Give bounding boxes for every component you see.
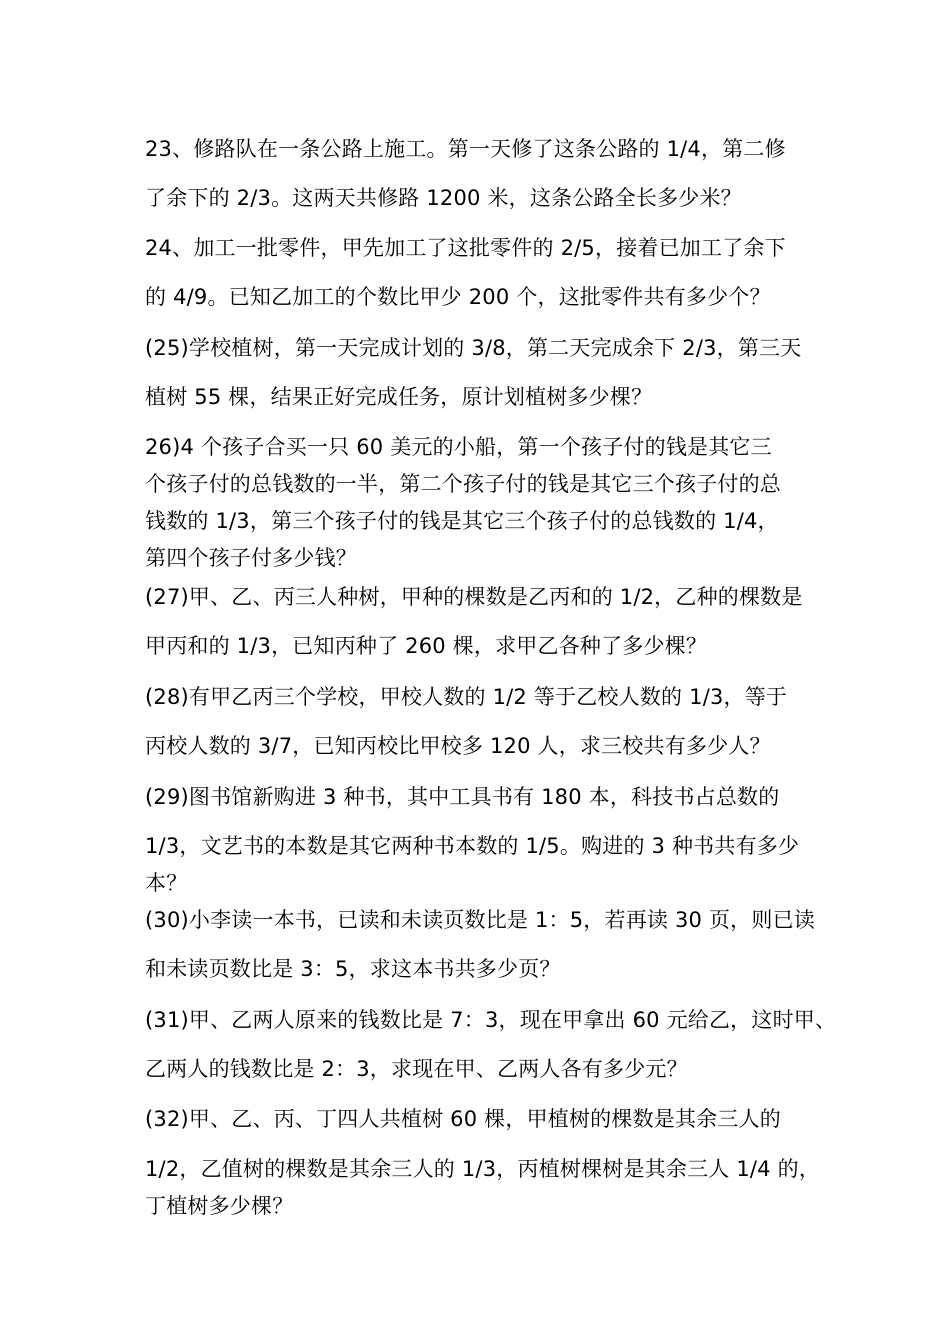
problem-31-line-1: (31)甲、乙两人原来的钱数比是 7：3，现在甲拿出 60 元给乙，这时甲、	[145, 1008, 837, 1032]
problem-23-line-1: 23、修路队在一条公路上施工。第一天修了这条公路的 1/4，第二修	[145, 137, 786, 161]
problem-29-line-2: 1/3，文艺书的本数是其它两种书本数的 1/5。购进的 3 种书共有多少	[145, 834, 800, 858]
problem-27-line-1: (27)甲、乙、丙三人种树，甲种的棵数是乙丙和的 1/2，乙种的棵数是	[145, 585, 803, 609]
problem-32-line-2: 1/2，乙值树的棵数是其余三人的 1/3，丙植树棵树是其余三人 1/4 的，	[145, 1157, 821, 1181]
problem-28-line-2: 丙校人数的 3/7，已知丙校比甲校多 120 人，求三校共有多少人？	[145, 734, 771, 758]
problem-29-line-3: 本？	[145, 871, 188, 895]
problem-29-line-1: (29)图书馆新购进 3 种书，其中工具书有 180 本，科技书占总数的	[145, 785, 780, 809]
problem-24-line-2: 的 4/9。已知乙加工的个数比甲少 200 个，这批零件共有多少个？	[145, 285, 771, 309]
problem-26-line-4: 第四个孩子付多少钱？	[145, 546, 357, 570]
problem-26-line-1: 26)4 个孩子合买一只 60 美元的小船，第一个孩子付的钱是其它三	[145, 435, 772, 459]
problem-31-line-2: 乙两人的钱数比是 2：3，求现在甲、乙两人各有多少元？	[145, 1057, 688, 1081]
problem-25-line-2: 植树 55 棵，结果正好完成任务，原计划植树多少棵？	[145, 385, 653, 409]
problem-24-line-1: 24、加工一批零件，甲先加工了这批零件的 2/5，接着已加工了余下	[145, 236, 786, 260]
problem-23-line-2: 了余下的 2/3。这两天共修路 1200 米，这条公路全长多少米？	[145, 186, 742, 210]
problem-28-line-1: (28)有甲乙丙三个学校，甲校人数的 1/2 等于乙校人数的 1/3，等于	[145, 685, 788, 709]
problem-30-line-2: 和未读页数比是 3：5，求这本书共多少页？	[145, 957, 561, 981]
problem-32-line-3: 丁植树多少棵？	[145, 1194, 294, 1218]
problem-25-line-1: (25)学校植树，第一天完成计划的 3/8，第二天完成余下 2/3，第三天	[145, 336, 802, 360]
problem-27-line-2: 甲丙和的 1/3，已知丙种了 260 棵，求甲乙各种了多少棵？	[145, 634, 708, 658]
problem-26-line-3: 钱数的 1/3，第三个孩子付的钱是其它三个孩子付的总钱数的 1/4，	[145, 509, 779, 533]
problem-26-line-2: 个孩子付的总钱数的一半，第二个孩子付的钱是其它三个孩子付的总	[145, 472, 781, 496]
problem-30-line-1: (30)小李读一本书，已读和未读页数比是 1：5，若再读 30 页，则已读	[145, 908, 815, 932]
problem-32-line-1: (32)甲、乙、丙、丁四人共植树 60 棵，甲植树的棵数是其余三人的	[145, 1107, 781, 1131]
